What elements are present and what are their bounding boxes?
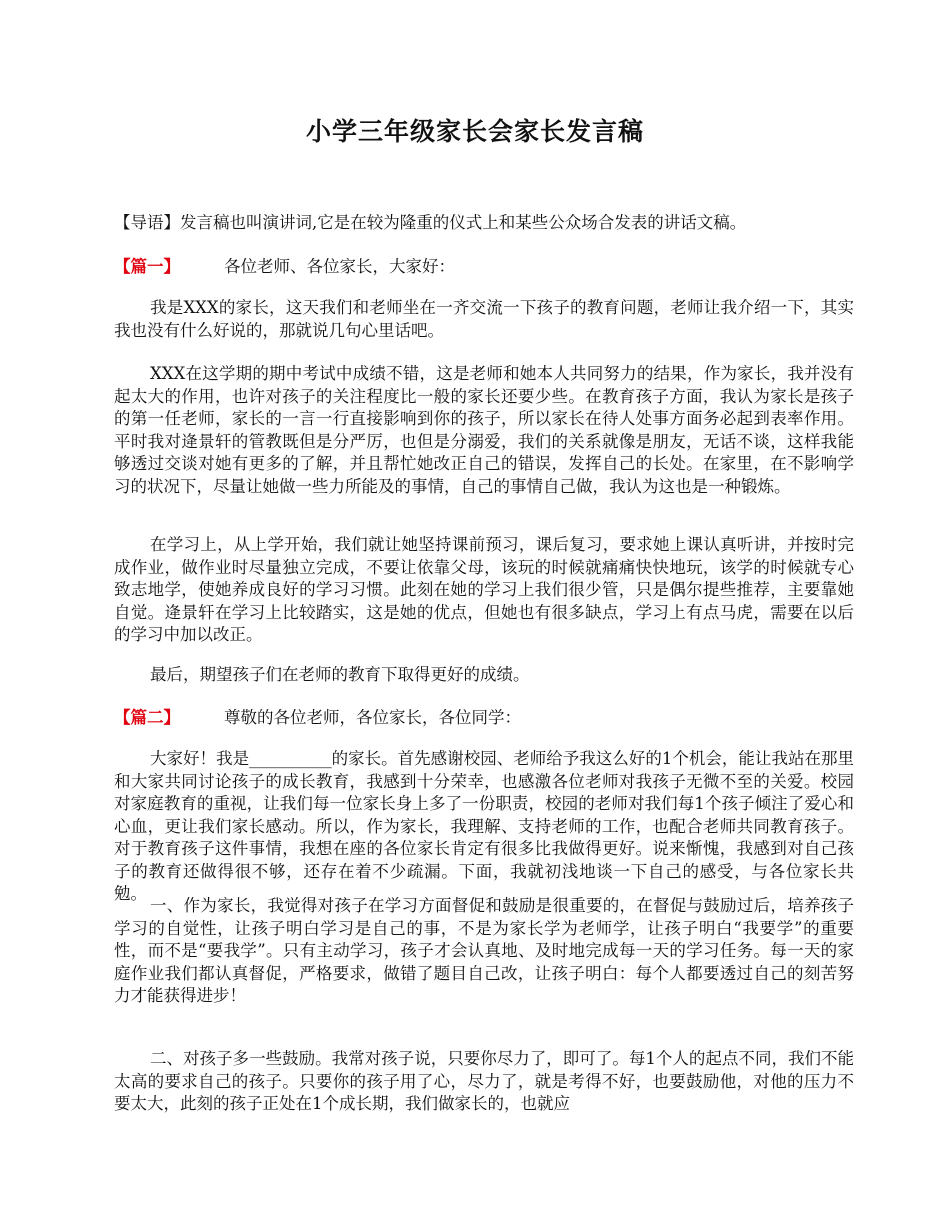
intro-paragraph: 【导语】发言稿也叫演讲词,它是在较为隆重的仪式上和某些公众场合发表的讲话文稿。 [114, 213, 747, 232]
section2-paragraph-3: 二、对孩子多一些鼓励。我常对孩子说，只要你尽力了，即可了。每1个人的起点不同，我们不能太高的要求自己的孩子。只要你的孩子用了心，尽力了，就是考得不好，也要鼓励他，对他的压力不要太大，此刻的孩子正处在1个成长期，我们做家长的，也就应 [114, 1049, 854, 1113]
section1-paragraph-1: 我是XXX的家长，这天我们和老师坐在一齐交流一下孩子的教育问题，老师让我介绍一下，其实我也没有什么好说的，那就说几句心里话吧。 [114, 298, 854, 340]
section-greeting-1: 各位老师、各位家长，大家好： [224, 257, 455, 276]
section-heading-1 [114, 256, 854, 279]
section-tag-1: 【篇一】 [114, 257, 180, 276]
section-heading-2 [114, 707, 854, 730]
section-tag-2: 【篇二】 [114, 708, 180, 727]
section2-paragraph-2: 一、作为家长，我觉得对孩子在学习方面督促和鼓励是很重要的，在督促与鼓励过后，培养孩子学习的自觉性，让孩子明白学习是自己的事，不是为家长学为老师学，让孩子明白“我要学”的重要性，而不是“要我学”。只有主动学习，孩子才会认真地、及时地完成每一天的学习任务。每一天的家庭作业我们都认真督促，严格要求，做错了题目自己改，让孩子明白：每个人都要透过自己的刻苦努力才能获得进步！ [114, 896, 854, 1005]
section1-paragraph-3: 在学习上，从上学开始，我们就让她坚持课前预习，课后复习，要求她上课认真听讲，并按时完成作业，做作业时尽量独立完成，不要让依靠父母，该玩的时候就痛痛快快地玩，该学的时候就专心致志地学，使她养成良好的学习习惯。此刻在她的学习上我们很少管，只是偶尔提些推荐，主要靠她自觉。逄景轩在学习上比较踏实，这是她的优点，但她也有很多缺点，学习上有点马虎，需要在以后的学习中加以改正。 [114, 535, 854, 644]
page-title: 小学三年级家长会家长发言稿 [305, 117, 644, 146]
section2-paragraph-1: 大家好！我是__________的家长。首先感谢校园、老师给予我这么好的1个机会，能让我站在那里和大家共同讨论孩子的成长教育，我感到十分荣幸，也感激各位老师对我孩子无微不至的关爱。校园对家庭教育的重视，让我们每一位家长身上多了一份职责，校园的老师对我们每1个孩子倾注了爱心和心血，更让我们家长感动。所以，作为家长，我理解、支持老师的工作，也配合老师共同教育孩子。对于教育孩子这件事情，我想在座的各位家长肯定有很多比我做得更好。说来惭愧，我感到对自己孩子的教育还做得很不够，还存在着不少疏漏。下面，我就初浅地谈一下自己的感受，与各位家长共勉。 [114, 749, 854, 903]
section1-paragraph-4: 最后，期望孩子们在老师的教育下取得更好的成绩。 [150, 665, 530, 684]
section-greeting-2: 尊敬的各位老师，各位家长，各位同学： [224, 708, 521, 727]
section1-paragraph-2: XXX在这学期的期中考试中成绩不错，这是老师和她本人共同努力的结果，作为家长，我并没有起太大的作用，也许对孩子的关注程度比一般的家长还要少些。在教育孩子方面，我认为家长是孩子的第一任老师，家长的一言一行直接影响到你的孩子，所以家长在待人处事方面务必起到表率作用。平时我对逄景轩的管教既但是分严厉，也但是分溺爱，我们的关系就像是朋友，无话不谈，这样我能够透过交谈对她有更多的了解，并且帮忙她改正自己的错误，发挥自己的长处。在家里，在不影响学习的状况下，尽量让她做一些力所能及的事情，自己的事情自己做，我认为这也是一种锻炼。 [114, 364, 854, 496]
